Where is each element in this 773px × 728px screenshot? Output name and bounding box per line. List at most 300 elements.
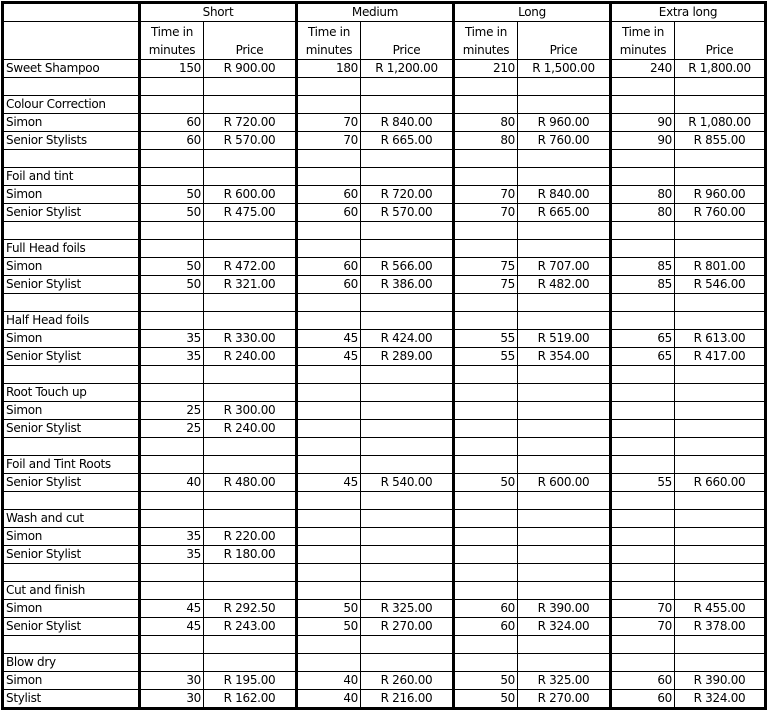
extra-long-price-cell[interactable] (675, 366, 766, 384)
service-label-cell[interactable] (3, 492, 140, 510)
medium-price-cell[interactable] (361, 582, 454, 600)
extra-long-price-cell[interactable] (675, 420, 766, 438)
short-time-cell[interactable]: 45 (140, 600, 204, 618)
extra-long-time-cell[interactable] (611, 294, 675, 312)
short-time-cell[interactable]: 25 (140, 420, 204, 438)
extra-long-time-cell[interactable] (611, 492, 675, 510)
service-label-cell[interactable]: Half Head foils (3, 312, 140, 330)
long-time-cell[interactable] (454, 582, 518, 600)
long-time-cell[interactable]: 75 (454, 276, 518, 294)
extra-long-price-cell[interactable] (675, 582, 766, 600)
medium-time-cell[interactable]: 70 (297, 132, 361, 150)
short-price-cell[interactable]: R 240.00 (204, 420, 297, 438)
long-time-cell[interactable]: 70 (454, 186, 518, 204)
long-price-cell[interactable]: R 270.00 (518, 690, 611, 709)
extra-long-price-cell[interactable]: R 1,800.00 (675, 60, 766, 78)
short-time-cell[interactable] (140, 636, 204, 654)
short-time-cell[interactable] (140, 456, 204, 474)
extra-long-price-cell[interactable] (675, 492, 766, 510)
medium-price-cell[interactable]: R 386.00 (361, 276, 454, 294)
medium-price-cell[interactable] (361, 78, 454, 96)
service-label-cell[interactable] (3, 150, 140, 168)
group-header-extra-long[interactable]: Extra long (611, 3, 766, 22)
long-time-cell[interactable]: 50 (454, 690, 518, 709)
short-price-cell[interactable] (204, 384, 297, 402)
long-price-cell[interactable]: R 482.00 (518, 276, 611, 294)
short-time-cell[interactable]: 60 (140, 132, 204, 150)
medium-price-cell[interactable]: R 289.00 (361, 348, 454, 366)
extra-long-price-cell[interactable] (675, 168, 766, 186)
medium-price-cell[interactable]: R 260.00 (361, 672, 454, 690)
service-label-cell[interactable]: Foil and tint (3, 168, 140, 186)
medium-price-cell[interactable]: R 325.00 (361, 600, 454, 618)
short-time-header[interactable]: Time in minutes (140, 22, 204, 60)
long-price-cell[interactable] (518, 312, 611, 330)
long-time-cell[interactable] (454, 294, 518, 312)
short-price-cell[interactable] (204, 222, 297, 240)
medium-time-cell[interactable]: 60 (297, 186, 361, 204)
service-label-cell[interactable] (3, 294, 140, 312)
short-time-cell[interactable]: 60 (140, 114, 204, 132)
long-time-cell[interactable] (454, 510, 518, 528)
extra-long-price-cell[interactable]: R 390.00 (675, 672, 766, 690)
long-price-cell[interactable]: R 760.00 (518, 132, 611, 150)
long-price-cell[interactable]: R 600.00 (518, 474, 611, 492)
long-time-cell[interactable] (454, 564, 518, 582)
extra-long-price-cell[interactable]: R 760.00 (675, 204, 766, 222)
long-time-cell[interactable] (454, 312, 518, 330)
short-time-cell[interactable]: 25 (140, 402, 204, 420)
short-price-cell[interactable]: R 180.00 (204, 546, 297, 564)
extra-long-price-cell[interactable] (675, 240, 766, 258)
long-price-cell[interactable] (518, 636, 611, 654)
long-price-cell[interactable]: R 325.00 (518, 672, 611, 690)
extra-long-price-cell[interactable]: R 417.00 (675, 348, 766, 366)
extra-long-time-cell[interactable] (611, 78, 675, 96)
extra-long-price-cell[interactable]: R 613.00 (675, 330, 766, 348)
short-time-cell[interactable] (140, 654, 204, 672)
long-time-cell[interactable]: 80 (454, 114, 518, 132)
long-price-cell[interactable] (518, 402, 611, 420)
service-label-cell[interactable] (3, 222, 140, 240)
medium-time-cell[interactable] (297, 366, 361, 384)
short-price-cell[interactable]: R 321.00 (204, 276, 297, 294)
service-label-cell[interactable]: Senior Stylist (3, 474, 140, 492)
short-time-cell[interactable]: 45 (140, 618, 204, 636)
extra-long-time-cell[interactable] (611, 402, 675, 420)
short-time-cell[interactable]: 35 (140, 330, 204, 348)
medium-price-cell[interactable]: R 270.00 (361, 618, 454, 636)
service-label-cell[interactable]: Senior Stylist (3, 618, 140, 636)
short-price-cell[interactable]: R 330.00 (204, 330, 297, 348)
short-price-cell[interactable] (204, 240, 297, 258)
short-price-cell[interactable] (204, 564, 297, 582)
extra-long-time-cell[interactable] (611, 510, 675, 528)
medium-price-cell[interactable]: R 540.00 (361, 474, 454, 492)
extra-long-time-cell[interactable]: 90 (611, 114, 675, 132)
medium-price-cell[interactable] (361, 222, 454, 240)
short-price-cell[interactable]: R 472.00 (204, 258, 297, 276)
medium-time-cell[interactable]: 45 (297, 348, 361, 366)
medium-time-cell[interactable] (297, 150, 361, 168)
extra-long-time-cell[interactable]: 80 (611, 204, 675, 222)
short-price-cell[interactable] (204, 168, 297, 186)
service-label-cell[interactable]: Wash and cut (3, 510, 140, 528)
long-price-cell[interactable] (518, 456, 611, 474)
service-label-cell[interactable]: Colour Correction (3, 96, 140, 114)
long-price-cell[interactable]: R 1,500.00 (518, 60, 611, 78)
long-time-cell[interactable] (454, 438, 518, 456)
service-label-cell[interactable]: Blow dry (3, 654, 140, 672)
long-price-cell[interactable]: R 960.00 (518, 114, 611, 132)
long-price-cell[interactable] (518, 150, 611, 168)
service-label-cell[interactable]: Sweet Shampoo (3, 60, 140, 78)
long-time-cell[interactable] (454, 654, 518, 672)
extra-long-price-cell[interactable] (675, 294, 766, 312)
medium-time-cell[interactable]: 60 (297, 204, 361, 222)
service-label-cell[interactable] (3, 438, 140, 456)
service-label-cell[interactable]: Full Head foils (3, 240, 140, 258)
long-time-cell[interactable]: 80 (454, 132, 518, 150)
long-time-cell[interactable]: 70 (454, 204, 518, 222)
short-time-cell[interactable]: 150 (140, 60, 204, 78)
short-price-cell[interactable] (204, 312, 297, 330)
short-time-cell[interactable] (140, 96, 204, 114)
short-price-cell[interactable]: R 220.00 (204, 528, 297, 546)
short-price-cell[interactable]: R 570.00 (204, 132, 297, 150)
short-time-cell[interactable]: 40 (140, 474, 204, 492)
long-time-cell[interactable] (454, 402, 518, 420)
extra-long-time-cell[interactable] (611, 654, 675, 672)
extra-long-time-cell[interactable]: 65 (611, 330, 675, 348)
medium-time-cell[interactable]: 50 (297, 618, 361, 636)
long-time-cell[interactable] (454, 546, 518, 564)
extra-long-time-cell[interactable] (611, 582, 675, 600)
medium-price-cell[interactable] (361, 510, 454, 528)
service-label-cell[interactable]: Foil and Tint Roots (3, 456, 140, 474)
medium-price-cell[interactable]: R 566.00 (361, 258, 454, 276)
long-time-cell[interactable]: 60 (454, 618, 518, 636)
short-price-cell[interactable]: R 720.00 (204, 114, 297, 132)
long-time-cell[interactable] (454, 222, 518, 240)
extra-long-time-cell[interactable] (611, 168, 675, 186)
extra-long-time-cell[interactable] (611, 150, 675, 168)
medium-time-cell[interactable] (297, 636, 361, 654)
service-label-cell[interactable]: Senior Stylist (3, 546, 140, 564)
extra-long-time-cell[interactable]: 90 (611, 132, 675, 150)
short-time-cell[interactable]: 50 (140, 186, 204, 204)
short-price-cell[interactable]: R 900.00 (204, 60, 297, 78)
long-time-cell[interactable] (454, 78, 518, 96)
medium-price-cell[interactable] (361, 528, 454, 546)
short-price-cell[interactable] (204, 294, 297, 312)
extra-long-price-cell[interactable] (675, 564, 766, 582)
long-price-cell[interactable] (518, 240, 611, 258)
extra-long-price-cell[interactable] (675, 78, 766, 96)
short-time-cell[interactable]: 30 (140, 690, 204, 709)
long-price-cell[interactable] (518, 582, 611, 600)
medium-time-cell[interactable] (297, 564, 361, 582)
extra-long-price-cell[interactable]: R 455.00 (675, 600, 766, 618)
short-time-cell[interactable]: 35 (140, 528, 204, 546)
medium-time-cell[interactable] (297, 510, 361, 528)
long-price-cell[interactable] (518, 492, 611, 510)
extra-long-time-cell[interactable]: 70 (611, 618, 675, 636)
medium-time-cell[interactable]: 40 (297, 690, 361, 709)
extra-long-time-header[interactable]: Time in minutes (611, 22, 675, 60)
medium-price-cell[interactable] (361, 168, 454, 186)
short-price-cell[interactable]: R 480.00 (204, 474, 297, 492)
medium-price-cell[interactable] (361, 492, 454, 510)
extra-long-price-cell[interactable]: R 660.00 (675, 474, 766, 492)
long-time-cell[interactable]: 75 (454, 258, 518, 276)
extra-long-price-cell[interactable] (675, 96, 766, 114)
extra-long-time-cell[interactable]: 240 (611, 60, 675, 78)
extra-long-time-cell[interactable] (611, 636, 675, 654)
long-time-cell[interactable]: 210 (454, 60, 518, 78)
extra-long-price-cell[interactable] (675, 402, 766, 420)
short-time-cell[interactable] (140, 582, 204, 600)
medium-price-cell[interactable]: R 840.00 (361, 114, 454, 132)
short-price-cell[interactable] (204, 456, 297, 474)
short-price-cell[interactable]: R 240.00 (204, 348, 297, 366)
short-price-cell[interactable] (204, 654, 297, 672)
extra-long-time-cell[interactable] (611, 438, 675, 456)
short-time-cell[interactable]: 50 (140, 204, 204, 222)
short-price-header[interactable]: Price (204, 22, 297, 60)
long-time-cell[interactable] (454, 636, 518, 654)
group-header-short[interactable]: Short (140, 3, 297, 22)
extra-long-price-cell[interactable] (675, 438, 766, 456)
long-time-cell[interactable] (454, 150, 518, 168)
short-time-cell[interactable] (140, 438, 204, 456)
service-label-cell[interactable]: Simon (3, 402, 140, 420)
extra-long-time-cell[interactable] (611, 312, 675, 330)
long-time-cell[interactable]: 50 (454, 474, 518, 492)
long-price-cell[interactable] (518, 366, 611, 384)
medium-time-cell[interactable] (297, 240, 361, 258)
long-price-cell[interactable] (518, 420, 611, 438)
extra-long-time-cell[interactable] (611, 222, 675, 240)
short-price-cell[interactable] (204, 636, 297, 654)
extra-long-time-cell[interactable] (611, 564, 675, 582)
service-label-cell[interactable]: Simon (3, 186, 140, 204)
long-time-cell[interactable] (454, 96, 518, 114)
extra-long-price-cell[interactable] (675, 636, 766, 654)
medium-price-cell[interactable] (361, 294, 454, 312)
service-label-cell[interactable]: Root Touch up (3, 384, 140, 402)
service-label-cell[interactable]: Simon (3, 528, 140, 546)
medium-time-cell[interactable] (297, 420, 361, 438)
short-price-cell[interactable] (204, 150, 297, 168)
medium-time-cell[interactable] (297, 312, 361, 330)
medium-price-cell[interactable]: R 665.00 (361, 132, 454, 150)
medium-price-cell[interactable] (361, 96, 454, 114)
short-time-cell[interactable] (140, 168, 204, 186)
medium-price-cell[interactable] (361, 240, 454, 258)
long-price-header[interactable]: Price (518, 22, 611, 60)
extra-long-price-cell[interactable]: R 546.00 (675, 276, 766, 294)
corner-cell-2[interactable] (3, 22, 140, 60)
short-time-cell[interactable] (140, 564, 204, 582)
short-price-cell[interactable]: R 195.00 (204, 672, 297, 690)
long-price-cell[interactable]: R 707.00 (518, 258, 611, 276)
service-label-cell[interactable] (3, 78, 140, 96)
extra-long-price-cell[interactable] (675, 312, 766, 330)
medium-time-cell[interactable] (297, 582, 361, 600)
short-price-cell[interactable] (204, 438, 297, 456)
long-price-cell[interactable]: R 519.00 (518, 330, 611, 348)
service-label-cell[interactable] (3, 636, 140, 654)
short-price-cell[interactable]: R 300.00 (204, 402, 297, 420)
extra-long-price-cell[interactable] (675, 150, 766, 168)
extra-long-price-cell[interactable]: R 855.00 (675, 132, 766, 150)
service-label-cell[interactable]: Senior Stylists (3, 132, 140, 150)
medium-price-cell[interactable]: R 1,200.00 (361, 60, 454, 78)
medium-time-cell[interactable] (297, 96, 361, 114)
short-time-cell[interactable] (140, 240, 204, 258)
medium-time-cell[interactable] (297, 168, 361, 186)
long-time-cell[interactable]: 50 (454, 672, 518, 690)
medium-price-cell[interactable] (361, 366, 454, 384)
extra-long-price-header[interactable]: Price (675, 22, 766, 60)
extra-long-time-cell[interactable]: 80 (611, 186, 675, 204)
short-price-cell[interactable]: R 600.00 (204, 186, 297, 204)
extra-long-time-cell[interactable] (611, 420, 675, 438)
long-time-cell[interactable] (454, 456, 518, 474)
extra-long-time-cell[interactable] (611, 96, 675, 114)
medium-price-cell[interactable]: R 216.00 (361, 690, 454, 709)
extra-long-time-cell[interactable] (611, 384, 675, 402)
long-price-cell[interactable]: R 390.00 (518, 600, 611, 618)
medium-time-cell[interactable]: 60 (297, 258, 361, 276)
short-time-cell[interactable] (140, 384, 204, 402)
short-price-cell[interactable]: R 292.50 (204, 600, 297, 618)
medium-time-cell[interactable] (297, 456, 361, 474)
extra-long-price-cell[interactable] (675, 222, 766, 240)
medium-time-cell[interactable] (297, 294, 361, 312)
extra-long-time-cell[interactable]: 55 (611, 474, 675, 492)
short-price-cell[interactable] (204, 492, 297, 510)
medium-time-cell[interactable] (297, 546, 361, 564)
long-price-cell[interactable] (518, 564, 611, 582)
service-label-cell[interactable]: Cut and finish (3, 582, 140, 600)
extra-long-time-cell[interactable] (611, 240, 675, 258)
short-time-cell[interactable] (140, 150, 204, 168)
medium-price-cell[interactable]: R 424.00 (361, 330, 454, 348)
extra-long-time-cell[interactable]: 85 (611, 258, 675, 276)
service-label-cell[interactable]: Senior Stylist (3, 420, 140, 438)
long-time-cell[interactable] (454, 528, 518, 546)
medium-price-cell[interactable] (361, 384, 454, 402)
long-price-cell[interactable]: R 665.00 (518, 204, 611, 222)
service-label-cell[interactable]: Simon (3, 114, 140, 132)
medium-price-header[interactable]: Price (361, 22, 454, 60)
medium-time-cell[interactable] (297, 402, 361, 420)
short-price-cell[interactable]: R 162.00 (204, 690, 297, 709)
medium-time-cell[interactable] (297, 384, 361, 402)
short-time-cell[interactable] (140, 294, 204, 312)
long-price-cell[interactable] (518, 546, 611, 564)
long-time-header[interactable]: Time in minutes (454, 22, 518, 60)
short-price-cell[interactable]: R 243.00 (204, 618, 297, 636)
medium-price-cell[interactable] (361, 546, 454, 564)
extra-long-price-cell[interactable]: R 960.00 (675, 186, 766, 204)
corner-cell[interactable] (3, 3, 140, 22)
medium-time-cell[interactable]: 45 (297, 330, 361, 348)
medium-time-cell[interactable] (297, 528, 361, 546)
medium-time-header[interactable]: Time in minutes (297, 22, 361, 60)
medium-price-cell[interactable] (361, 420, 454, 438)
short-price-cell[interactable] (204, 366, 297, 384)
short-price-cell[interactable] (204, 582, 297, 600)
extra-long-time-cell[interactable]: 60 (611, 690, 675, 709)
extra-long-price-cell[interactable] (675, 456, 766, 474)
medium-price-cell[interactable] (361, 438, 454, 456)
service-label-cell[interactable]: Simon (3, 330, 140, 348)
long-price-cell[interactable] (518, 438, 611, 456)
long-price-cell[interactable] (518, 168, 611, 186)
extra-long-time-cell[interactable]: 85 (611, 276, 675, 294)
medium-time-cell[interactable]: 60 (297, 276, 361, 294)
short-price-cell[interactable] (204, 510, 297, 528)
medium-price-cell[interactable] (361, 312, 454, 330)
medium-time-cell[interactable] (297, 492, 361, 510)
medium-time-cell[interactable] (297, 222, 361, 240)
long-time-cell[interactable]: 60 (454, 600, 518, 618)
medium-time-cell[interactable] (297, 78, 361, 96)
extra-long-price-cell[interactable] (675, 528, 766, 546)
short-time-cell[interactable] (140, 492, 204, 510)
long-price-cell[interactable] (518, 510, 611, 528)
extra-long-price-cell[interactable] (675, 546, 766, 564)
service-label-cell[interactable]: Simon (3, 258, 140, 276)
short-time-cell[interactable] (140, 312, 204, 330)
long-price-cell[interactable] (518, 384, 611, 402)
long-time-cell[interactable] (454, 384, 518, 402)
long-time-cell[interactable] (454, 492, 518, 510)
service-label-cell[interactable]: Senior Stylist (3, 204, 140, 222)
short-price-cell[interactable]: R 475.00 (204, 204, 297, 222)
group-header-medium[interactable]: Medium (297, 3, 454, 22)
short-time-cell[interactable] (140, 366, 204, 384)
short-time-cell[interactable]: 50 (140, 258, 204, 276)
medium-price-cell[interactable] (361, 654, 454, 672)
group-header-long[interactable]: Long (454, 3, 611, 22)
long-time-cell[interactable] (454, 168, 518, 186)
service-label-cell[interactable]: Stylist (3, 690, 140, 709)
extra-long-price-cell[interactable] (675, 384, 766, 402)
extra-long-time-cell[interactable]: 60 (611, 672, 675, 690)
short-time-cell[interactable]: 30 (140, 672, 204, 690)
service-label-cell[interactable]: Senior Stylist (3, 276, 140, 294)
short-time-cell[interactable] (140, 510, 204, 528)
medium-time-cell[interactable]: 40 (297, 672, 361, 690)
long-price-cell[interactable] (518, 528, 611, 546)
extra-long-time-cell[interactable]: 65 (611, 348, 675, 366)
service-label-cell[interactable] (3, 366, 140, 384)
service-label-cell[interactable] (3, 564, 140, 582)
extra-long-price-cell[interactable]: R 1,080.00 (675, 114, 766, 132)
short-price-cell[interactable] (204, 96, 297, 114)
short-price-cell[interactable] (204, 78, 297, 96)
long-price-cell[interactable]: R 840.00 (518, 186, 611, 204)
long-time-cell[interactable] (454, 240, 518, 258)
long-price-cell[interactable] (518, 96, 611, 114)
service-label-cell[interactable]: Simon (3, 672, 140, 690)
long-price-cell[interactable]: R 324.00 (518, 618, 611, 636)
service-label-cell[interactable]: Senior Stylist (3, 348, 140, 366)
